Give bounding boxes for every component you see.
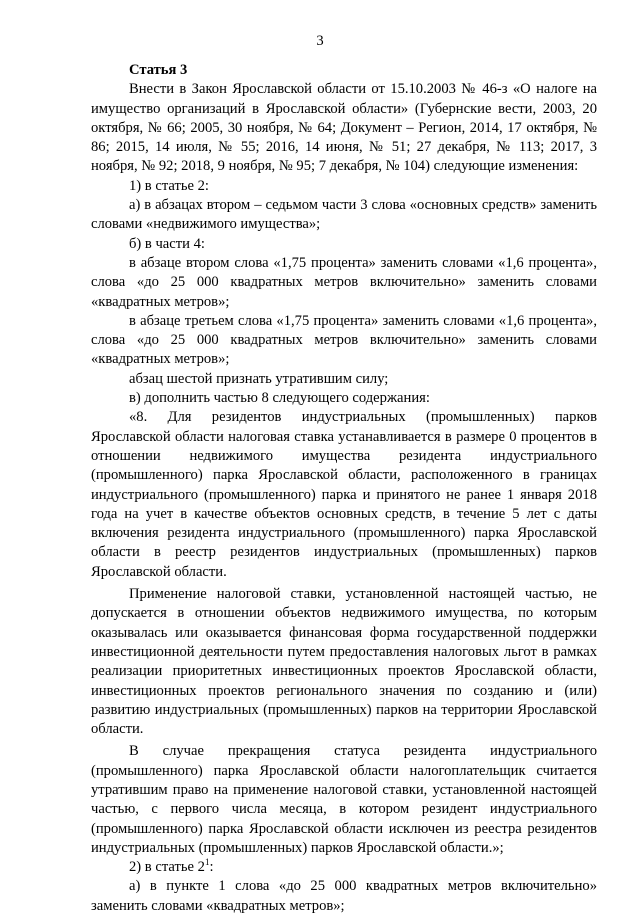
item-2-suffix: : [209,859,214,876]
item-2-text: 2) в статье 2 [129,859,205,876]
termination-paragraph: В случае прекращения статуса резидента индустриального (промышленного) парка Ярославской области налогоплательщик считается утратившим право на применение налоговой ставки, установленной настоящей частью, с первого числа месяца, в котором резидент индустриального (промышленного) парка Ярославской области исключен из реестра резидентов индустриальных (промышленных) парков Ярославской области.»; [91,743,597,856]
subitem-b: б) в части 4: [129,235,205,252]
item-2 [91,858,597,877]
article-heading: Статья 3 [129,62,188,78]
item-2-subitem-a: а) в пункте 1 слова «до 25 000 квадратных метров включительно» заменить словами «квадратных метров»; [91,878,597,914]
item-2-superscript: 1 [204,857,210,868]
subitem-v: в) дополнить частью 8 следующего содержания: [129,390,430,407]
item-1: 1) в статье 2: [129,177,209,194]
page-number: 3 [316,33,324,49]
intro-paragraph: Внести в Закон Ярославской области от 15.10.2003 № 46-з «О налоге на имущество организаций в Ярославской области» (Губернские вести, 2003, 20 октября, № 66; 2005, 30 ноября, № 64; Документ – Регион, 2014, 17 октября, № 86; 2015, 14 июля, № 55; 2016, 14 июня, № 51; 27 декабря, № 113; 2017, 3 ноября, № 92; 2018, 9 ноября, № 95; 7 декабря, № 104) следующие изменения: [91,81,597,175]
document-body [91,61,597,916]
paragraph-third-abzac: в абзаце третьем слова «1,75 процента» заменить словами «1,6 процента», слова «до 25 000 квадратных метров включительно» заменить словами «квадратных метров»; [91,312,597,368]
paragraph-second-abzac: в абзаце втором слова «1,75 процента» заменить словами «1,6 процента», слова «до 25 000 квадратных метров включительно» заменить словами «квадратных метров»; [91,254,597,310]
application-paragraph: Применение налоговой ставки, установленной настоящей частью, не допускается в отношении объектов недвижимого имущества, по которым оказывалась или оказывается финансовая форма государственной поддержки инвестиционной деятельности путем предоставления налоговых льгот в рамках реализации приоритетных инвестиционных проектов Ярославской области, инвестиционных проектов регионального значения по созданию и (или) развитию индустриальных (промышленных) парков на территории Ярославской области. [91,586,597,738]
subitem-a: а) в абзацах втором – седьмом части 3 слова «основных средств» заменить словами «недвижимого имущества»; [91,197,597,233]
paragraph-sixth-abzac: абзац шестой признать утратившим силу; [129,370,389,387]
part-8-paragraph: «8. Для резидентов индустриальных (промышленных) парков Ярославской области налоговая ставка устанавливается в размере 0 процентов в отношении недвижимого имущества резидента индустриального (промышленного) парка Ярославской области, расположенного в границах индустриального (промышленного) парка и принятого не ранее 1 января 2018 года на учет в качестве объектов основных средств, в течение 5 лет с даты включения резидента индустриального (промышленного) парка Ярославской области в реестр резидентов индустриальных (промышленных) парков Ярославской области. [91,409,597,580]
